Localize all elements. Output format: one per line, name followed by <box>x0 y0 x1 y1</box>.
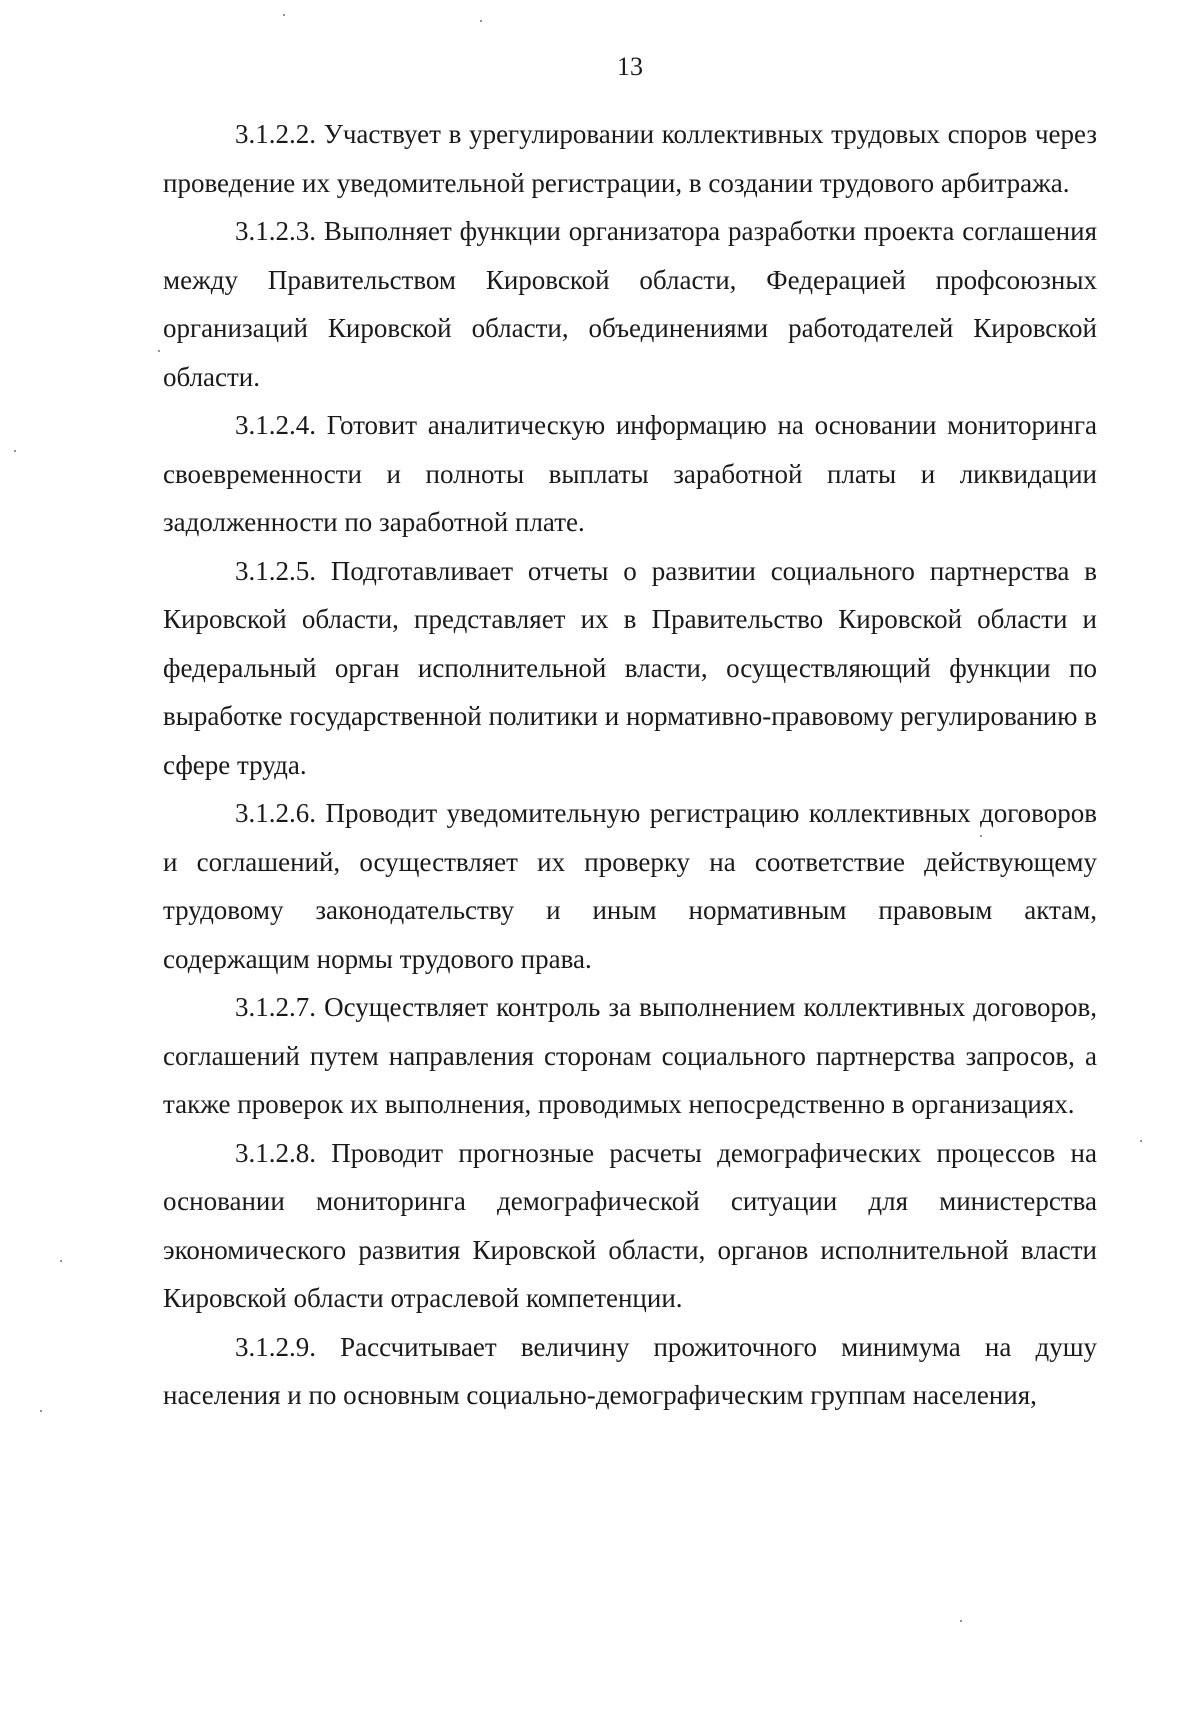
scan-speck <box>1140 1140 1142 1142</box>
scan-speck <box>480 20 482 22</box>
paragraph-3-1-2-9 <box>163 1323 1097 1420</box>
paragraph-3-1-2-2 <box>163 110 1097 207</box>
scan-speck <box>158 350 160 352</box>
paragraph-3-1-2-5 <box>163 547 1097 790</box>
clause-number: 3.1.2.4. <box>235 410 316 440</box>
clause-number: 3.1.2.7. <box>235 992 316 1022</box>
scan-speck <box>60 1260 62 1262</box>
clause-text: Подготавливает отчеты о развитии социального партнерства в Кировской области, представляет их в Правительство Кировской области и федеральный орган исполнительной власти, осуществляющий функции по выработке государственной политики и нормативно-правовому регулированию в сфере труда. <box>163 555 1097 780</box>
clause-text: Участвует в урегулировании коллективных трудовых споров через проведение их уведомительной регистрации, в создании трудового арбитража. <box>163 119 1097 198</box>
scan-speck <box>283 14 285 16</box>
paragraph-3-1-2-6 <box>163 789 1097 983</box>
page-number: 13 <box>617 52 643 81</box>
paragraph-3-1-2-7 <box>163 983 1097 1129</box>
clause-number: 3.1.2.2. <box>235 119 316 149</box>
clause-number: 3.1.2.6. <box>235 798 316 828</box>
clause-number: 3.1.2.9. <box>235 1331 316 1362</box>
clause-text: Осуществляет контроль за выполнением коллективных договоров, соглашений путем направления сторонам социального партнерства запросов, а также проверок их выполнения, проводимых непосредственно в организациях. <box>163 992 1098 1119</box>
scan-speck <box>960 1620 962 1622</box>
paragraph-3-1-2-8 <box>163 1129 1097 1323</box>
paragraph-3-1-2-4 <box>163 401 1097 547</box>
paragraph-3-1-2-3 <box>163 207 1097 401</box>
clause-text: Проводит уведомительную регистрацию коллективных договоров и соглашений, осуществляет их проверку на соответствие действующему трудовому законодательству и иным нормативным правовым актам, содержащим нормы трудового права. <box>163 798 1097 974</box>
clause-text: Готовит аналитическую информацию на основании мониторинга своевременности и полноты выплаты заработной платы и ликвидации задолженности по заработной плате. <box>163 410 1098 537</box>
scan-speck <box>40 1410 42 1412</box>
clause-text: Выполняет функции организатора разработки проекта соглашения между Правительством Кировской области, Федерацией профсоюзных организаций Кировской области, объединениями работодателей Кировской области. <box>163 216 1097 392</box>
clause-text: Рассчитывает величину прожиточного минимума на душу населения и по основным социально-демографическим группам населения, <box>163 1331 1097 1410</box>
clause-number: 3.1.2.8. <box>235 1137 316 1168</box>
document-body <box>163 110 1097 1420</box>
clause-text: Проводит прогнозные расчеты демографических процессов на основании мониторинга демографической ситуации для министерства экономического развития Кировской области, органов исполнительной власти Кировской области отраслевой компетенции. <box>163 1137 1097 1313</box>
clause-number: 3.1.2.3. <box>235 216 316 246</box>
scan-speck <box>14 450 16 452</box>
clause-number: 3.1.2.5. <box>235 555 316 586</box>
